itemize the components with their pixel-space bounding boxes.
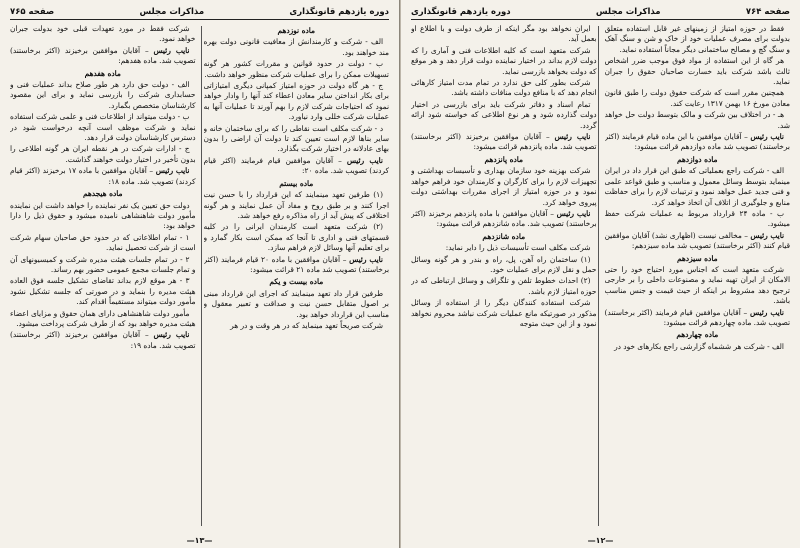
- speaker-separator: –: [541, 132, 555, 142]
- right-page: [400, 0, 800, 548]
- article-heading: ماده بیست و یکم: [269, 277, 324, 287]
- speaker-text: آقایان موافقین با ماده ۲۰ قیام فرمایند (اکثر برخاستند) تصویب شد ماده ۲۱ قرائت میشود:: [203, 254, 389, 274]
- speaker-line: [10, 166, 196, 187]
- left-page-column-left: [10, 24, 196, 530]
- left-page-number: صفحه ۷۶۵: [10, 6, 55, 17]
- speaker-text: آقایان موافقین با ماده ۱۷ برخیزند (اکثر قیام کردند) تصویب شد. ماده ۱۸:: [10, 166, 196, 186]
- column-divider: [598, 26, 599, 526]
- article-heading: ماده هیجدهم: [82, 189, 123, 199]
- speaker-line: [605, 231, 791, 252]
- column-divider: [201, 26, 202, 526]
- speaker-name: نایب رئیس: [155, 166, 190, 176]
- speaker-text: آقایان موافقین قیام فرمایند (اکثر برخاستند) تصویب شد. ماده چهاردهم قرائت میشود:: [604, 307, 790, 327]
- left-page-footer: —۱۳—: [186, 536, 213, 545]
- speaker-separator: –: [140, 330, 154, 340]
- body-paragraph: شرکت بطور کلی حق ندارد در تمام مدت امتیاز کارهائی انجام دهد که با منافع دولت منافات داشته باشد.: [411, 78, 597, 98]
- body-paragraph: شرکت فقط در مورد تعهدات قبلی خود بدولت جبران خواهد نمود.: [10, 24, 196, 44]
- speaker-line: [204, 156, 390, 177]
- speaker-line: [204, 255, 390, 276]
- body-paragraph: الف - شرکت و کارمندانش از معافیت قانونی دولت بهره مند خواهند بود.: [203, 37, 389, 57]
- body-paragraph: تمام اسناد و دفاتر شرکت باید برای بازرسی در اختیار دولت گذارده شود و هر نوع اطلاعی که خواسته شود ارائه گردد.: [411, 99, 597, 130]
- left-page-columns: [10, 24, 389, 530]
- body-paragraph: (۱) ساختمان راه آهن، پل، راه و بندر و هر گونه وسائل حمل و نقل لازم برای عملیات خود.: [411, 254, 597, 274]
- speaker-name: نایب رئیس: [750, 132, 784, 142]
- right-page-number: صفحه ۷۶۴: [745, 6, 790, 17]
- body-paragraph: همچنین مقرر است که شرکت حقوق دولت را طبق قانون معادن مورخ ۱۶ بهمن ۱۳۱۷ رعایت کند.: [604, 88, 790, 108]
- speaker-text: آقایان موافقین برخیزند (اکثر برخاستند) تصویب شد. ماده پانزدهم قرائت میشود:: [411, 132, 597, 152]
- speaker-separator: –: [140, 45, 154, 55]
- article-heading: ماده سیزدهم: [676, 253, 718, 263]
- body-paragraph: شرکت متعهد است که اجناس مورد احتیاج خود را حتی الامکان از ایران تهیه نماید و مصنوعات داخلی را بر خارجی ترجیح دهد مشروط بر اینکه از حیث قیمت و جنس مناسب باشد.: [604, 264, 790, 306]
- right-page-column-left: [411, 24, 597, 530]
- speaker-line: [411, 209, 597, 230]
- right-page-columns: [411, 24, 790, 530]
- body-paragraph: د - شرکت مکلف است نقاطی را که برای ساختمان خانه و سایر بناها لازم است تعیین کند تا دولت آن اراضی را بدون بهای عادلانه در اختیار شرکت بگذارد.: [203, 123, 389, 154]
- body-paragraph: ۱ - تمام اطلاعاتی که در حدود حق صاحبان سهام شرکت است از شرکت تحصیل نماید.: [10, 232, 196, 253]
- article-heading: ماده چهاردهم: [676, 330, 719, 340]
- right-session-title: مذاکرات مجلس: [595, 6, 661, 17]
- speaker-name: نایب رئیس: [750, 307, 784, 317]
- speaker-line: [10, 46, 196, 67]
- body-paragraph: شرکت مکلف است تأسیسات ذیل را دایر نماید:: [445, 243, 591, 253]
- right-page-header: [411, 6, 790, 20]
- body-paragraph: ب - دولت میتواند از اطلاعات فنی و علمی شرکت استفاده نماید و شرکت موظف است آنچه درخواست شود در دسترس کارشناسان دولت قرار دهد.: [10, 112, 196, 143]
- right-term-title: دوره یازدهم قانونگذاری: [411, 6, 511, 17]
- body-paragraph: الف - شرکت راجع بعملیاتی که طبق این قرار داد در ایران مینماید بتوسط وسائل معمول و مناسب و طبق قواعد علمی و فنی جدید عمل خواهد نمود و ترتیبات لازم را برای حفاظت منابع و جلوگیری از اتلاف آن اتخاذ خواهد کرد.: [604, 166, 790, 207]
- speaker-name: نایب رئیس: [346, 155, 383, 165]
- body-paragraph: فقط در حوزه امتیاز از زمینهای غیر قابل استفاده متعلق بدولت برای مصرف عملیات خود از خاک و شن و سنگ آهک و سنگ گچ و مصالح ساختمانی دیگر مجاناً استفاده نماید.: [604, 24, 790, 54]
- article-heading: ماده هفدهم: [84, 68, 121, 78]
- speaker-name: نایب رئیس: [554, 132, 591, 142]
- body-paragraph: شرکت صریحاً تعهد مینماید که در هر وقت و در هر: [230, 320, 383, 330]
- speaker-name: نایب رئیس: [349, 254, 383, 264]
- speaker-name: نایب رئیس: [153, 330, 190, 340]
- speaker-line: [605, 132, 791, 153]
- speaker-line: [10, 330, 196, 351]
- speaker-text: آقایان موافقین برخیزند (اکثر برخاستند) تصویب شد. ماده هفدهم:: [10, 45, 196, 66]
- article-heading: ماده پانزدهم: [484, 154, 523, 164]
- body-paragraph: شرکت بهزینه خود سازمان بهداری و تأسیسات بهداشتی و تجهیزات لازم را برای کارگران و کارمندان خود فراهم خواهد نمود و در حوزه امتیاز از اجرای مقررات بهداشتی دولت پیروی خواهد کرد.: [411, 166, 597, 207]
- speaker-name: نایب رئیس: [556, 208, 591, 218]
- body-paragraph: الف - دولت حق دارد هر طور صلاح بداند عملیات فنی و حسابداری شرکت را بازرسی نماید و برای این مقصود کارشناسان متخصص بگمارد.: [10, 80, 196, 110]
- speaker-text: آقایان موافقین قیام فرمایند (اکثر قیام کردند) تصویب شد. ماده ۲۰:: [203, 155, 389, 176]
- body-paragraph: (۲) احداث خطوط تلفن و تلگراف و وسائل ارتباطی که در حوزه امتیاز لازم باشد.: [411, 276, 597, 296]
- speaker-text: آقایان موافقین برخیزند (اکثر برخاستند) تصویب شد. ماده ۱۹:: [10, 330, 196, 350]
- body-paragraph: دولت حق تعیین یک نفر نماینده را خواهد داشت این نماینده مأمور دولت شاهنشاهی نامیده میشود و حقوق ذیل را دارا خواهد بود:: [10, 200, 196, 231]
- body-paragraph: هر گاه از این استفاده از مواد فوق موجب ضرر اشخاص ثالث باشد شرکت باید خسارت صاحبان حقوق را جبران نماید.: [604, 56, 790, 87]
- article-heading: ماده نوزدهم: [277, 26, 315, 35]
- speaker-text: آقایان موافقین با ماده پانزدهم برخیزند (اکثر برخاستند) تصویب شد. ماده شانزدهم قرائت میشود:: [411, 208, 597, 229]
- speaker-name: نایب رئیس: [153, 45, 190, 55]
- speaker-separator: –: [333, 155, 347, 165]
- body-paragraph: طرفین قرار داد تعهد مینمایند که اجرای این قرارداد مبنی بر اصول متقابل حسن نیت و صداقت و تعبیر معقول و مناسب این قرارداد خواهد بود.: [203, 288, 389, 319]
- speaker-separator: –: [146, 166, 156, 176]
- body-paragraph: ج - ادارات شرکت در هر نقطه ایران هر گونه اطلاعی را بدون تأخیر در اختیار دولت خواهند گذاشت.: [10, 144, 196, 164]
- body-paragraph: شرکت متعهد است که کلیه اطلاعات فنی و آماری را که دولت لازم بداند در اختیار نماینده دولت قرار دهد و هر موقع که دولت بخواهد بازرسی نماید.: [411, 45, 597, 76]
- body-paragraph: ۳ - هر موقع لازم بداند تقاضای تشکیل جلسه فوق العاده هیئت مدیره را بنماید و در صورتی که جلسه تشکیل نشود مأمور دولت میتواند مستقیماً اقدام کند.: [10, 276, 196, 307]
- article-heading: ماده دوازدهم: [676, 154, 718, 164]
- speaker-name: نایب رئیس: [750, 230, 784, 240]
- speaker-text: مخالفی نیست (اظهاری نشد) آقایان موافقین قیام کنند (اکثر برخاستند) تصویب شد ماده سیزدهم:: [604, 230, 790, 251]
- article-heading: ماده بیستم: [279, 178, 314, 188]
- speaker-separator: –: [340, 254, 350, 264]
- speaker-separator: –: [741, 132, 751, 142]
- body-paragraph: الف - شرکت هر ششماه گزارشی راجع بکارهای خود در: [614, 341, 784, 351]
- speaker-line: [411, 132, 597, 153]
- body-paragraph: ب - ماده ۲۴ قرارداد مربوط به عملیات شرکت حفظ میشود.: [604, 208, 790, 229]
- body-paragraph: مأمور دولت شاهنشاهی دارای همان حقوق و مزایای اعضاء هیئت مدیره خواهد بود که از طرف شرکت پرداخت میشود.: [10, 308, 196, 328]
- body-paragraph: (۱) طرفین تعهد مینمایند که این قرارداد را با حسن نیت اجرا کنند و بر طبق روح و مفاد آن عمل نمایند و هر گونه اختلافی که پیش آید از راه مذاکره رفع خواهد شد.: [203, 190, 389, 220]
- speaker-line: [605, 308, 791, 329]
- body-paragraph: شرکت استفاده کنندگان دیگر را از استفاده از وسائل مذکور در صورتیکه مانع عملیات شرکت نباشد محروم نخواهد نمود و از این حیث متوجه: [411, 298, 597, 328]
- body-paragraph: هـ - در اختلاف بین شرکت و مالک بتوسط دولت حل خواهد شد.: [604, 110, 790, 130]
- body-paragraph: (۲) شرکت متعهد است کارمندان ایرانی را در کلیه قسمتهای فنی و اداری تا آنجا که ممکن است بکار گمارد و برای تعلیم آنها وسائل لازم فراهم سازد.: [203, 222, 389, 253]
- body-paragraph: ج - هر گاه دولت در حوزه امتیاز کمپانی دیگری امتیازاتی برای بکار انداختن سایر معادن اعطاء کند آنها را وادار خواهد نمود که احتیاجات شرکت لازم را بهم آورند تا عملیات آنها به عملیات شرکت خللی وارد نیاورد.: [203, 81, 389, 122]
- body-paragraph: ایران نخواهد بود مگر اینکه از طرف دولت و با اطلاع او بعمل آید.: [411, 24, 597, 44]
- body-paragraph: ب - دولت در حدود قوانین و مقررات کشور هر گونه تسهیلات ممکن را برای عملیات شرکت منظور خواهد داشت.: [203, 59, 389, 79]
- speaker-separator: –: [547, 208, 557, 218]
- speaker-separator: –: [741, 230, 751, 240]
- right-page-footer: —۱۲—: [587, 536, 614, 545]
- right-page-column-right: [605, 24, 791, 530]
- left-term-title: دوره یازدهم قانونگذاری: [289, 6, 389, 17]
- speaker-separator: –: [740, 307, 751, 317]
- body-paragraph: ۲ - در تمام جلسات هیئت مدیره شرکت و کمیسیونهای آن و تمام جلسات مجمع عمومی حضور بهم رساند.: [10, 254, 196, 274]
- article-heading: ماده شانزدهم: [482, 231, 526, 241]
- left-page-header: [10, 6, 389, 20]
- left-session-title: مذاکرات مجلس: [139, 6, 205, 17]
- speaker-text: آقایان موافقین با این ماده قیام فرمایند (اکثر برخاستند) تصویب شد ماده دوازدهم قرائت میشود:: [604, 132, 790, 152]
- left-page-column-right: [204, 24, 390, 530]
